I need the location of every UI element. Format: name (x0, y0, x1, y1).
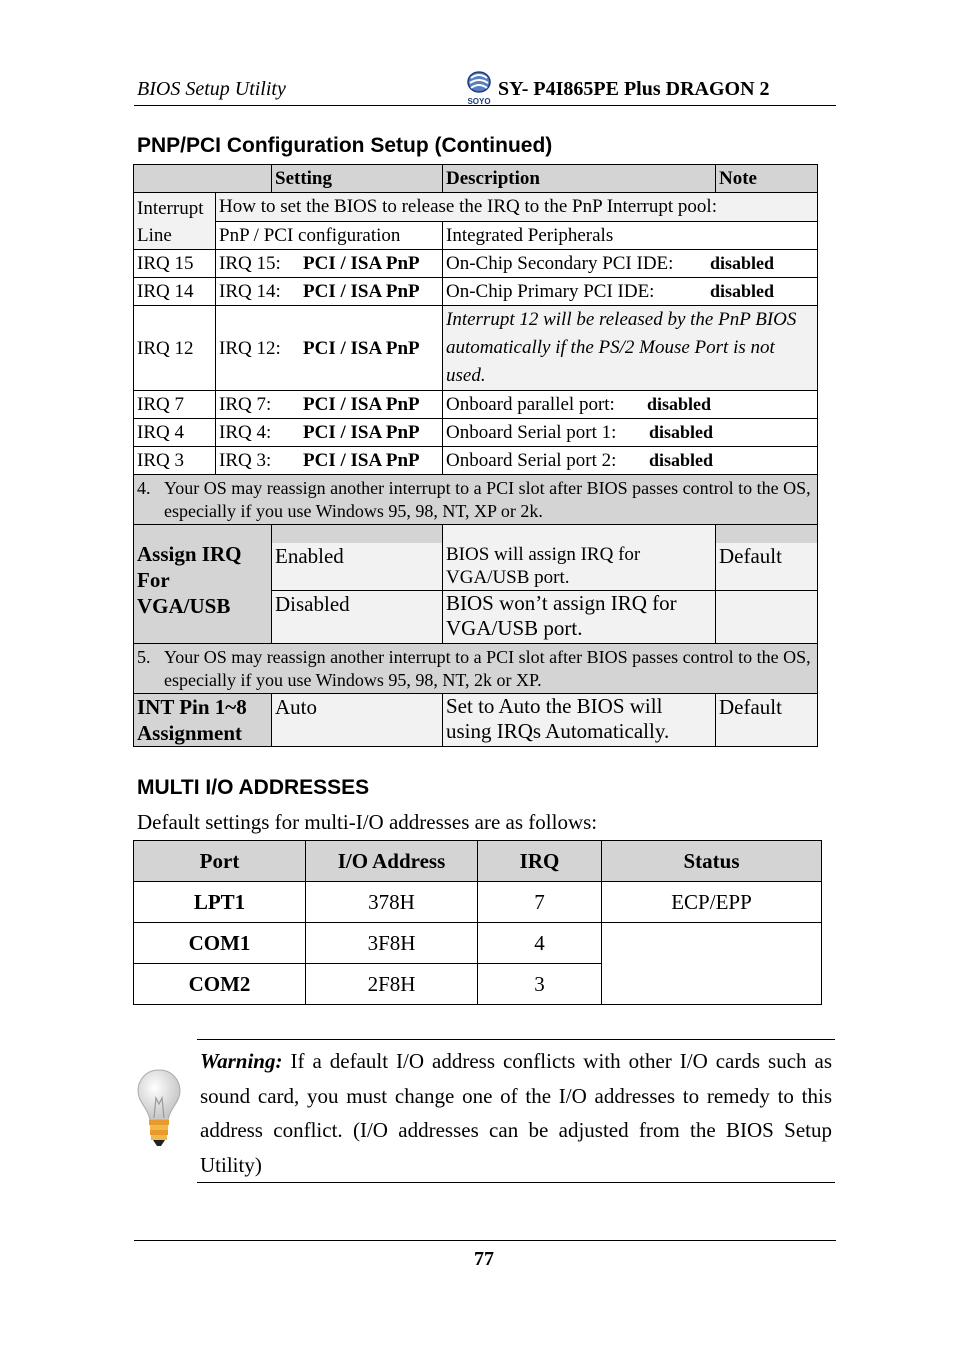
section-title-multi-io: MULTI I/O ADDRESSES (137, 776, 370, 799)
section-title-pnp: PNP/PCI Configuration Setup (Continued) (137, 134, 553, 157)
header-rule (134, 105, 836, 106)
assign-disabled: Disabled (272, 591, 443, 644)
table-row: LPT1 378H 7 ECP/EPP (134, 882, 822, 923)
multi-io-intro: Default settings for multi-I/O addresses are as follows: (137, 810, 598, 834)
svg-text:SOYO: SOYO (467, 97, 491, 106)
col-description: Description (443, 165, 716, 193)
multi-io-table (133, 840, 822, 1005)
interrupt-line-label: Interrupt Line (134, 193, 216, 250)
header-product: SY- P4I865PE Plus DRAGON 2 (498, 78, 770, 100)
note-5-text: Your OS may reassign another interrupt to a PCI slot after BIOS passes control to the OS, especially if you use Windows 95, 98, NT, 2k or XP. (164, 647, 811, 690)
pnp-config-table (133, 164, 818, 747)
table-header-row: Port I/O Address IRQ Status (134, 841, 822, 882)
col-setting: Setting (272, 165, 443, 193)
footer-rule (134, 1240, 836, 1241)
int-pin-label: INT Pin 1~8 Assignment (134, 694, 272, 747)
warning-text: Warning: If a default I/O address conflicts with other I/O cards such as sound card, you must change one of the I/O addresses to remedy to this address conflict. (I/O addresses can be adjusted from the BIOS Setup Utility) (200, 1049, 832, 1177)
soyo-logo-icon (462, 68, 496, 106)
header-title: BIOS Setup Utility (137, 78, 286, 100)
table-row: IRQ 4 IRQ 4: PCI / ISA PnP Onboard Serial port 1: disabled (134, 419, 818, 447)
warning-label: Warning: (200, 1049, 283, 1073)
table-row: IRQ 14 IRQ 14: PCI / ISA PnP On-Chip Primary PCI IDE: disabled (134, 278, 818, 306)
table-header-row (134, 165, 818, 193)
table-row: COM1 3F8H 4 (134, 923, 822, 964)
table-row (134, 525, 818, 543)
assign-enabled: Enabled (272, 543, 443, 591)
int-auto-desc: Set to Auto the BIOS will using IRQs Automatically. (443, 694, 716, 747)
note-4-text: Your OS may reassign another interrupt to a PCI slot after BIOS passes control to the OS, especially if you use Windows 95, 98, NT, XP or 2k. (164, 478, 811, 521)
int-auto-note: Default (716, 694, 818, 747)
warning-top-rule (197, 1039, 835, 1040)
lightbulb-icon (136, 1068, 182, 1148)
assign-irq-label: Assign IRQ For VGA/USB (134, 525, 272, 644)
int-auto: Auto (272, 694, 443, 747)
table-row: IRQ 7 IRQ 7: PCI / ISA PnP Onboard parallel port: disabled (134, 391, 818, 419)
assign-disabled-desc: BIOS won’t assign IRQ for VGA/USB port. (443, 591, 716, 644)
assign-enabled-desc: BIOS will assign IRQ for VGA/USB port. (443, 543, 716, 591)
col-note: Note (716, 165, 818, 193)
table-row: COM2 2F8H 3 (134, 964, 822, 1005)
integrated-heading: Integrated Peripherals (443, 221, 818, 250)
table-row (134, 694, 818, 747)
warning-bottom-rule (197, 1182, 835, 1183)
table-row (134, 221, 818, 250)
assign-enabled-note: Default (716, 543, 818, 591)
irq12-note: Interrupt 12 will be released by the PnP BIOS automatically if the PS/2 Mouse Port is not used. (443, 306, 818, 391)
table-row (134, 193, 818, 222)
note-5-row: 5. Your OS may reassign another interrupt to a PCI slot after BIOS passes control to the OS, especially if you use Windows 95, 98, NT, 2k or XP. (134, 644, 818, 694)
table-row: IRQ 12 IRQ 12: PCI / ISA PnP Interrupt 12 will be released by the PnP BIOS automatically if the PS/2 Mouse Port is not used. (134, 306, 818, 391)
table-row: IRQ 3 IRQ 3: PCI / ISA PnP Onboard Serial port 2: disabled (134, 447, 818, 475)
page-number: 77 (474, 1248, 494, 1270)
table-row: IRQ 15 IRQ 15: PCI / ISA PnP On-Chip Secondary PCI IDE: disabled (134, 250, 818, 278)
pnp-config-heading: PnP / PCI configuration (216, 221, 443, 250)
note-4-row: 4. Your OS may reassign another interrupt to a PCI slot after BIOS passes control to the OS, especially if you use Windows 95, 98, NT, XP or 2k. (134, 475, 818, 525)
how-to-text: How to set the BIOS to release the IRQ to the PnP Interrupt pool: (216, 193, 818, 222)
